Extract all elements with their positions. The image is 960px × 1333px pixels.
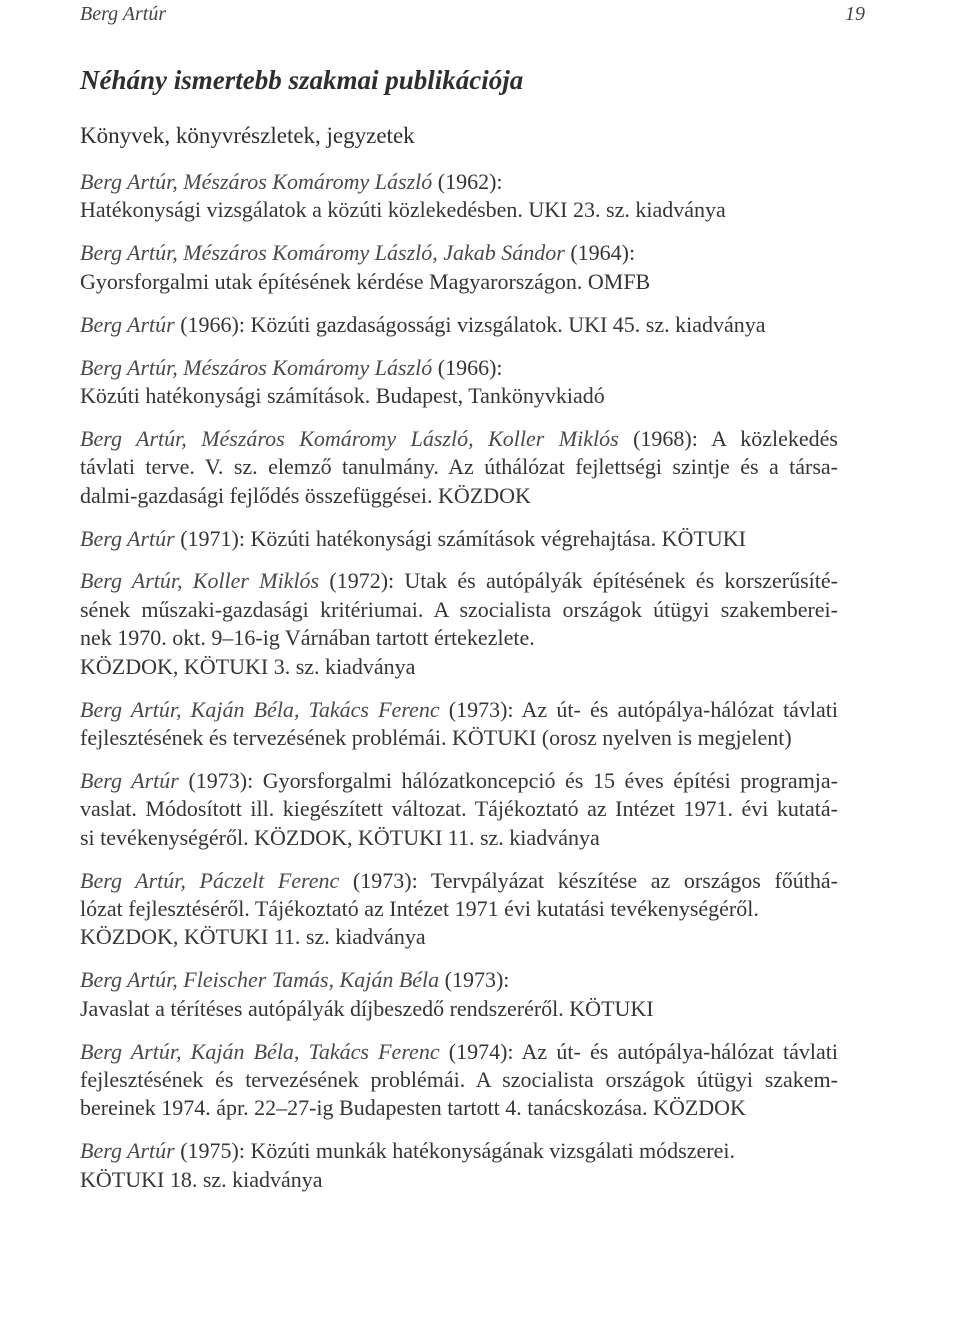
entry-text: (1966): Közúti gazdaságossági vizsgálatok. UKI 45. sz. kiadványa: [180, 311, 766, 337]
entry-line: [80, 1137, 838, 1165]
page-title: Néhány ismertebb szakmai publikációja: [80, 65, 524, 95]
publication-entry: [80, 696, 838, 753]
entry-authors: Berg Artúr, Mészáros Komáromy László: [80, 169, 433, 194]
entry-text: (1962):: [437, 169, 503, 194]
entry-text: (1974): Az út- és autópálya-hálózat távlati: [448, 1038, 839, 1064]
publication-entry: [80, 1137, 838, 1194]
entry-line: KÖTUKI 18. sz. kiadványa: [80, 1166, 323, 1192]
entry-text: (1975): Közúti munkák hatékonyságának vizsgálati módszerei.: [180, 1138, 735, 1164]
entry-line: [80, 1038, 838, 1066]
entry-authors: Berg Artúr, Mészáros Komáromy László, Jakab Sándor: [80, 240, 565, 266]
entry-text: (1973): Gyorsforgalmi hálózatkoncepció és 15 éves építési programja-: [188, 767, 839, 793]
entry-line: dalmi-gazdasági fejlődés összefüggései. KÖZDOK: [80, 482, 531, 508]
publication-list: [80, 168, 838, 1209]
entry-authors: Berg Artúr: [80, 525, 175, 551]
entry-line: Gyorsforgalmi utak építésének kérdése Magyarországon. OMFB: [80, 268, 651, 294]
entry-line: lózat fejlesztéséről. Tájékoztató az Intézet 1971 évi kutatási tevékenységéről.: [80, 896, 759, 922]
entry-line: Hatékonysági vizsgálatok a közúti közlekedésben. UKI 23. sz. kiadványa: [80, 197, 726, 223]
entry-line: [80, 311, 838, 339]
publication-entry: [80, 767, 838, 852]
entry-authors: Berg Artúr, Páczelt Ferenc: [80, 867, 340, 893]
entry-authors: Berg Artúr: [80, 1138, 175, 1164]
entry-line: [80, 525, 838, 553]
publication-entry: [80, 966, 838, 1023]
entry-authors: Berg Artúr: [80, 767, 179, 793]
entry-line: si tevékenységéről. KÖZDOK, KÖTUKI 11. sz. kiadványa: [80, 824, 600, 850]
entry-text: (1971): Közúti hatékonysági számítások végrehajtása. KÖTUKI: [180, 525, 746, 551]
entry-line: [80, 767, 838, 795]
entry-line: [80, 696, 838, 724]
entry-authors: Berg Artúr: [80, 311, 175, 337]
section-heading: Könyvek, könyvrészletek, jegyzetek: [80, 123, 415, 148]
publication-entry: [80, 567, 838, 681]
entry-authors: Berg Artúr, Mészáros Komáromy László, Koller Miklós: [80, 425, 619, 451]
entry-line: [80, 867, 838, 895]
entry-authors: Berg Artúr, Koller Miklós: [80, 568, 320, 594]
publication-entry: [80, 239, 838, 296]
entry-authors: Berg Artúr, Fleischer Tamás, Kaján Béla: [80, 967, 440, 993]
entry-line: KÖZDOK, KÖTUKI 3. sz. kiadványa: [80, 653, 416, 679]
entry-line: [80, 425, 838, 453]
running-head-author: Berg Artúr: [80, 3, 167, 25]
entry-line: bereinek 1974. ápr. 22–27-ig Budapesten tartott 4. tanácskozása. KÖZDOK: [80, 1095, 746, 1121]
entry-text: (1964):: [570, 240, 636, 266]
entry-line: [80, 239, 838, 267]
publication-entry: [80, 354, 838, 411]
entry-line: nek 1970. okt. 9–16-ig Várnában tartott értekezlete.: [80, 625, 535, 651]
entry-text: (1968): A közlekedés: [633, 425, 838, 451]
entry-line: KÖZDOK, KÖTUKI 11. sz. kiadványa: [80, 924, 426, 950]
entry-authors: Berg Artúr, Kaján Béla, Takács Ferenc: [80, 1038, 440, 1064]
entry-authors: Berg Artúr, Kaján Béla, Takács Ferenc: [80, 696, 440, 722]
publication-entry: [80, 425, 838, 510]
entry-line: [80, 354, 838, 382]
entry-text: (1973): Tervpályázat készítése az országos főúthá-: [352, 867, 838, 893]
entry-authors: Berg Artúr, Mészáros Komáromy László: [80, 354, 433, 380]
publication-entry: [80, 168, 838, 225]
entry-line: vaslat. Módosított ill. kiegészített változat. Tájékoztató az Intézet 1971. évi kutatá-: [80, 796, 838, 822]
entry-line: Javaslat a térítéses autópályák díjbeszedő rendszeréről. KÖTUKI: [80, 995, 654, 1021]
page-number: 19: [845, 3, 865, 25]
entry-text: (1973):: [444, 967, 510, 993]
publication-entry: [80, 867, 838, 952]
entry-line: [80, 168, 838, 196]
entry-text: (1972): Utak és autópályák építésének és korszerűsíté-: [329, 568, 839, 594]
entry-text: (1973): Az út- és autópálya-hálózat távlati: [448, 696, 839, 722]
publication-entry: [80, 311, 838, 339]
publication-entry: [80, 1038, 838, 1123]
publication-entry: [80, 525, 838, 553]
entry-line: fejlesztésének és tervezésének problémái. KÖTUKI (orosz nyelven is megjelent): [80, 725, 792, 750]
entry-line: távlati terve. V. sz. elemző tanulmány. Az úthálózat fejlettségi szintje és a társa-: [80, 454, 838, 480]
entry-line: [80, 567, 838, 595]
entry-line: fejlesztésének és tervezésének problémái. A szocialista országok útügyi szakem-: [80, 1067, 838, 1093]
entry-line: sének műszaki-gazdasági kritériumai. A szocialista országok útügyi szakemberei-: [80, 596, 838, 622]
entry-line: [80, 966, 838, 994]
entry-text: (1966):: [437, 354, 503, 380]
entry-line: Közúti hatékonysági számítások. Budapest, Tankönyvkiadó: [80, 382, 605, 408]
